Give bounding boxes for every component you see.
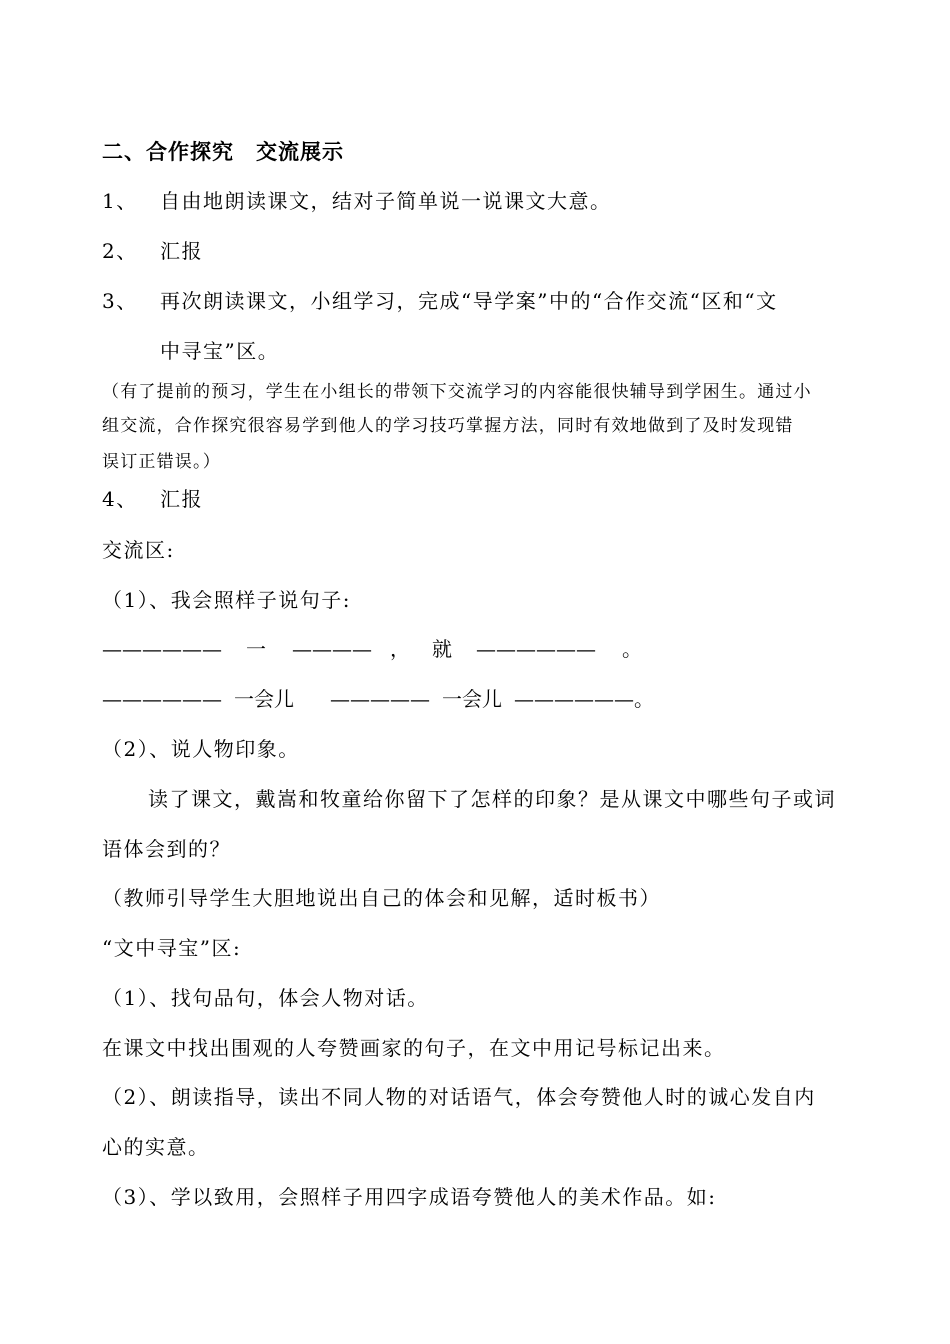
treasure-point-1: （1）、找句品句，体会人物对话。 [102,986,429,1010]
exchange-point-1: （1）、我会照样子说句子: [102,588,351,612]
note-line-3: 误订正错误。） [102,452,221,472]
list-item-3 [102,288,778,314]
blank-line: ———— [292,637,372,661]
list-item-text: 自由地朗读课文，结对子简单说一说课文大意。 [160,189,612,213]
sentence-pattern-2 [102,686,654,712]
list-item-text: 汇报 [160,487,203,511]
note-line-1: （有了提前的预习，学生在小组长的带领下交流学习的内容能很快辅导到学困生。通过小 [102,382,812,402]
pattern-punctuation: 。 [622,637,642,661]
pattern-word: 一 [246,637,266,661]
pattern-word: 一会儿 [234,687,294,711]
exchange-area-title: 交流区: [102,538,175,562]
list-item-number: 1、 [102,189,138,213]
note-line-2: 组交流，合作探究很容易学到他人的学习技巧掌握方法，同时有效地做到了及时发现错 [102,416,794,436]
list-item-number: 2、 [102,239,138,263]
pattern-punctuation: ， [390,637,410,661]
list-item-text: 再次朗读课文，小组学习，完成“导学案”中的“合作交流“区和“文 [160,289,778,313]
treasure-point-2: （2）、朗读指导，读出不同人物的对话语气，体会夸赞他人时的诚心发自内 [102,1085,816,1109]
blank-line: —————— [102,637,222,661]
pattern-word: 就 [432,637,452,661]
question-line-2: 语体会到的？ [102,837,231,861]
list-item-2 [102,238,203,264]
blank-line: ——————。 [514,687,654,711]
blank-line: ————— [330,687,430,711]
sentence-pattern-1 [102,636,642,662]
treasure-point-2-continued: 心的实意。 [102,1135,210,1159]
pattern-word: 一会儿 [442,687,502,711]
treasure-point-3: （3）、学以致用，会照样子用四字成语夸赞他人的美术作品。如: [102,1185,717,1209]
blank-line: —————— [102,687,222,711]
list-item-4 [102,486,203,512]
exchange-point-2: （2）、说人物印象。 [102,737,300,761]
list-item-text: 汇报 [160,239,203,263]
teacher-note: （教师引导学生大胆地说出自己的体会和见解，适时板书） [102,886,661,910]
treasure-area-title: “文中寻宝”区: [102,936,242,960]
list-item-3-continued: 中寻宝”区。 [160,339,280,363]
list-item-number: 4、 [102,487,138,511]
list-item-number: 3、 [102,289,138,313]
list-item-1 [102,188,612,214]
blank-line: —————— [476,637,596,661]
treasure-point-1-text: 在课文中找出围观的人夸赞画家的句子，在文中用记号标记出来。 [102,1036,726,1060]
question-line-1: 读了课文，戴嵩和牧童给你留下了怎样的印象？是从课文中哪些句子或词 [148,787,836,811]
section-heading: 二、合作探究 交流展示 [102,140,344,164]
